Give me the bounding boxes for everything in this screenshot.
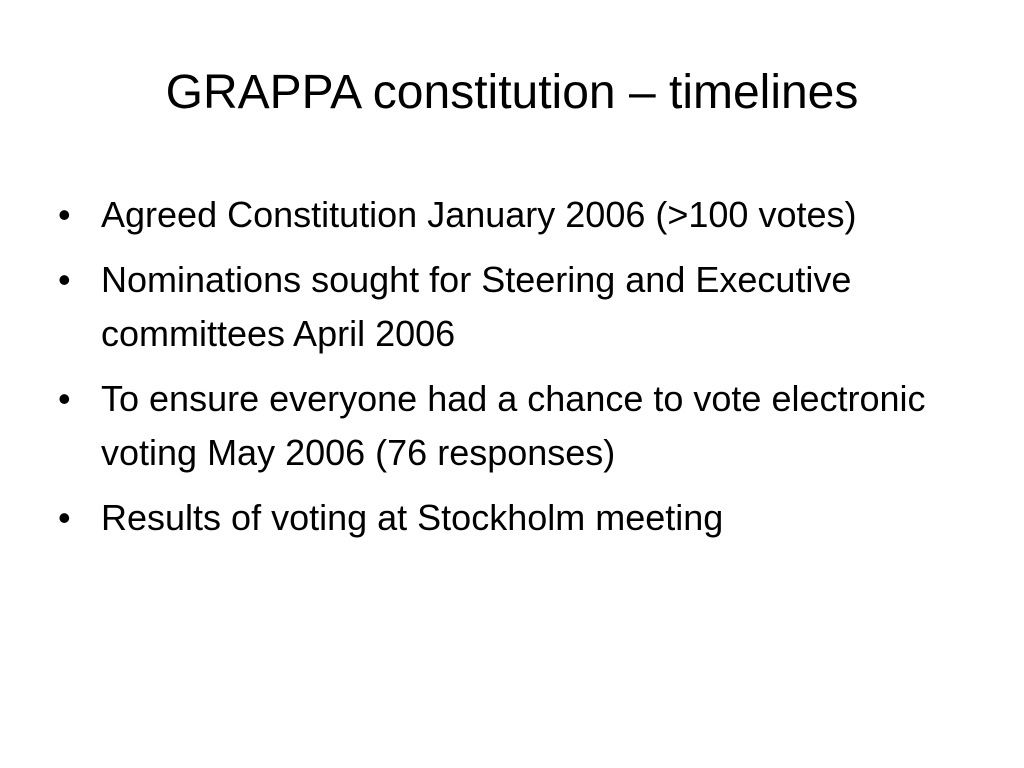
bullet-list (58, 188, 978, 556)
bullet-text: Results of voting at Stockholm meeting (101, 497, 724, 538)
bullet-marker: • (58, 497, 71, 538)
bullet-text: Agreed Constitution January 2006 (>100 votes) (101, 194, 857, 235)
bullet-marker: • (58, 194, 71, 235)
slide-title: GRAPPA constitution – timelines (165, 66, 859, 119)
bullet-marker: • (58, 259, 71, 300)
bullet-text: Nominations sought for Steering and Executive committees April 2006 (101, 259, 852, 354)
bullet-text: To ensure everyone had a chance to vote electronic voting May 2006 (76 responses) (101, 378, 926, 473)
bullet-item-nominations (58, 253, 978, 361)
bullet-item-voting-results (58, 491, 978, 545)
bullet-item-constitution-agreed (58, 188, 978, 242)
bullet-item-electronic-voting (58, 372, 978, 480)
bullet-marker: • (58, 378, 71, 419)
